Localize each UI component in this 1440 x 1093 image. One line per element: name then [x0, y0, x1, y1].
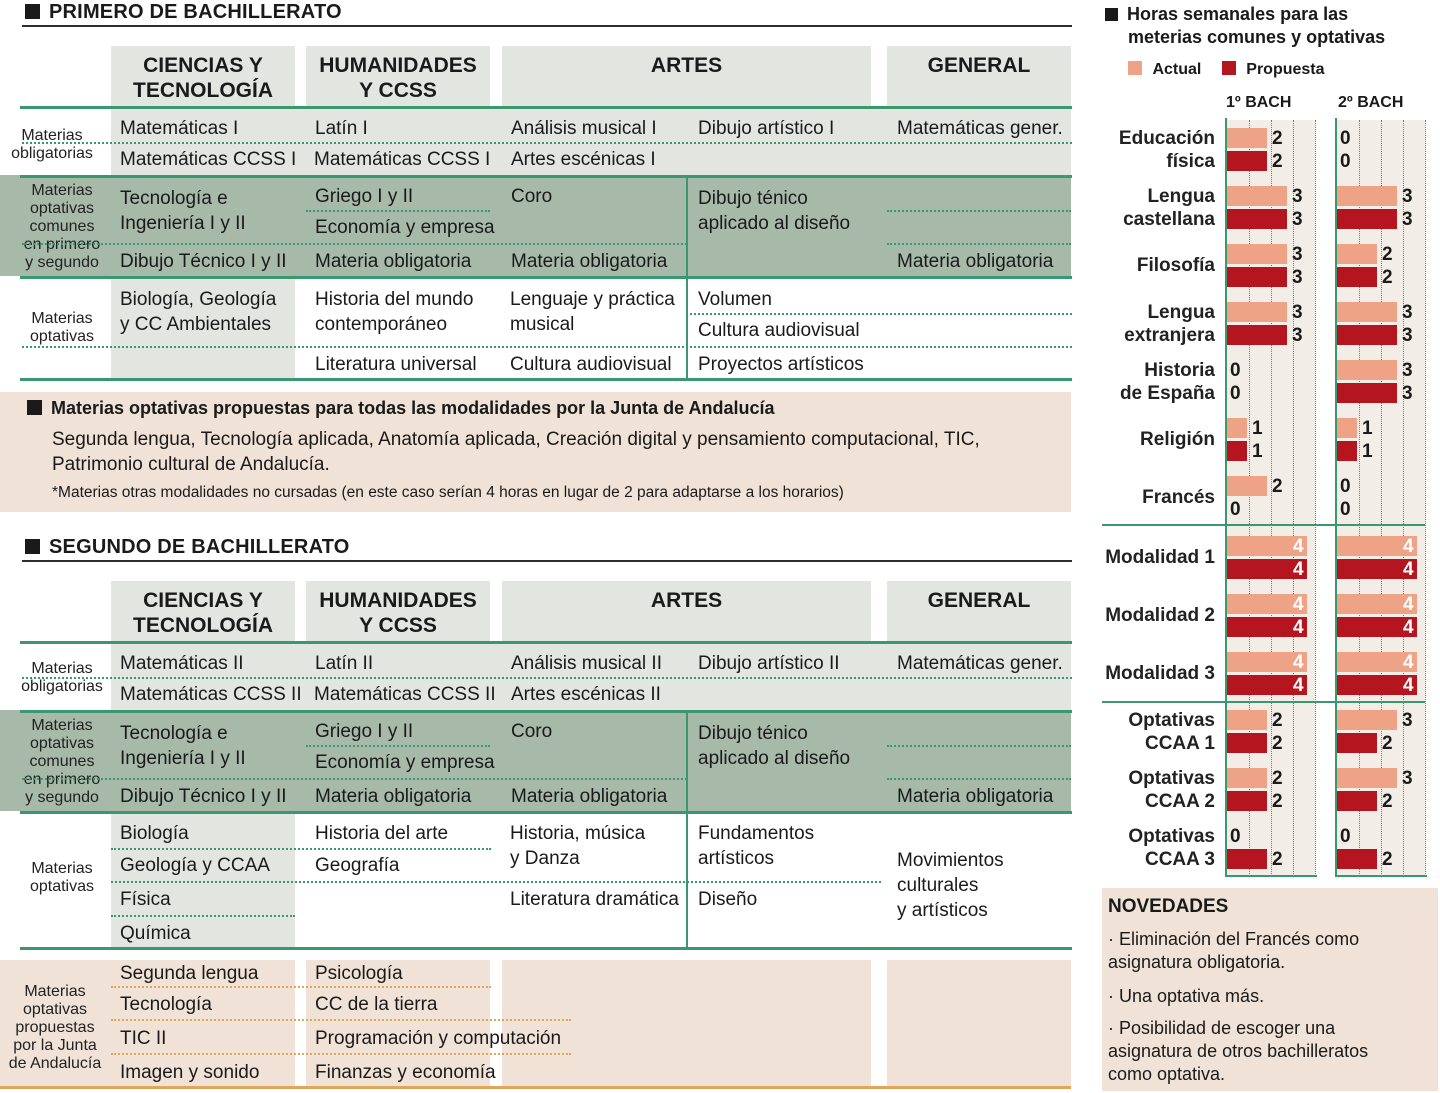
row-label: Lengua extranjera	[1124, 302, 1215, 346]
bar-value: 2	[1272, 128, 1283, 149]
bar-actual	[1337, 360, 1397, 380]
grid-line	[1381, 120, 1382, 876]
bar-actual	[1337, 302, 1397, 322]
row-label: Educación física	[1118, 128, 1215, 172]
bar-value: 0	[1340, 476, 1351, 497]
bar-propuesta	[1337, 267, 1377, 287]
bar-value: 3	[1292, 209, 1303, 230]
grid-line	[1359, 120, 1360, 876]
bar-value: 2	[1272, 733, 1283, 754]
bar-actual	[1227, 710, 1267, 730]
bar-value: 3	[1292, 302, 1303, 323]
bar-actual	[1337, 768, 1397, 788]
bar-propuesta	[1227, 267, 1287, 287]
row-label: Modalidad 1	[1105, 547, 1215, 568]
bar-actual	[1337, 710, 1397, 730]
bar-value: 2	[1382, 733, 1393, 754]
col-2bach: 2º BACH	[1338, 94, 1404, 111]
bar-value: 2	[1272, 476, 1283, 497]
bar-value: 2	[1382, 267, 1393, 288]
bar-value: 4	[1403, 652, 1414, 673]
bar-actual	[1337, 186, 1397, 206]
bar-actual	[1337, 418, 1357, 438]
legend-propuesta-swatch	[1222, 61, 1236, 75]
bar-propuesta	[1227, 151, 1267, 171]
bar-value: 3	[1402, 325, 1413, 346]
row-label: Historia de España	[1119, 360, 1215, 404]
bar-value: 3	[1402, 360, 1413, 381]
bar-value: 4	[1403, 675, 1414, 696]
row-label: Francés	[1142, 487, 1215, 508]
novedades-item-3: · Posibilidad de escoger una asignatura de otros bachilleratos como optativa.	[1108, 1018, 1369, 1084]
grid-line	[1403, 120, 1404, 876]
bar-value: 4	[1403, 559, 1414, 580]
bar-actual	[1227, 302, 1287, 322]
bar-value: 0	[1230, 383, 1241, 404]
bar-propuesta	[1337, 325, 1397, 345]
bar-value: 3	[1402, 302, 1413, 323]
header-artes: ARTES	[650, 54, 723, 77]
bar-value: 2	[1272, 710, 1283, 731]
bar-value: 3	[1402, 209, 1413, 230]
bar-value: 0	[1340, 826, 1351, 847]
label-obligatorias: Materias obligatorias	[11, 127, 93, 162]
row-label: Modalidad 2	[1105, 605, 1215, 626]
bar-value: 4	[1293, 617, 1304, 638]
label-comunes: Materias optativas comunes en primero y segundo	[23, 182, 101, 271]
bar-actual	[1227, 418, 1247, 438]
segundo-title: SEGUNDO DE BACHILLERATO	[25, 536, 350, 559]
bar-value: 1	[1362, 441, 1373, 462]
bar-value: 2	[1272, 791, 1283, 812]
bar-actual	[1227, 476, 1267, 496]
bar-value: 3	[1402, 768, 1413, 789]
bar-value: 0	[1230, 499, 1241, 520]
axis-base	[1225, 875, 1317, 877]
bar-value: 4	[1293, 675, 1304, 696]
novedades-item-2: · Una optativa más.	[1108, 986, 1265, 1006]
bar-value: 1	[1252, 418, 1263, 439]
bar-value: 4	[1403, 536, 1414, 557]
bar-actual	[1227, 128, 1267, 148]
bar-value: 3	[1402, 710, 1413, 731]
bar-propuesta	[1337, 383, 1397, 403]
row-label: Filosofía	[1136, 255, 1215, 276]
header-humanidades: HUMANIDADES Y CCSS	[319, 54, 477, 102]
bar-value: 4	[1403, 594, 1414, 615]
axis-line	[1225, 118, 1227, 876]
bar-value: 3	[1402, 383, 1413, 404]
bar-value: 3	[1292, 186, 1303, 207]
bar-value: 0	[1230, 826, 1241, 847]
axis-line	[1335, 118, 1337, 876]
bar-value: 2	[1382, 849, 1393, 870]
bar-value: 0	[1340, 128, 1351, 149]
bar-propuesta	[1227, 441, 1247, 461]
label-propuestas: Materias optativas propuestas por la Junta de Andalucía	[8, 983, 102, 1072]
row-label: Lengua castellana	[1123, 186, 1215, 230]
bar-value: 0	[1340, 151, 1351, 172]
bar-value: 1	[1252, 441, 1263, 462]
primero-title: PRIMERO DE BACHILLERATO	[25, 1, 342, 24]
row-label: Modalidad 3	[1105, 663, 1215, 684]
bar-propuesta	[1227, 325, 1287, 345]
bar-value: 4	[1293, 559, 1304, 580]
bar-value: 2	[1272, 768, 1283, 789]
novedades-title: NOVEDADES	[1108, 896, 1229, 917]
bar-propuesta	[1337, 849, 1377, 869]
junta-title: Materias optativas propuestas para todas las modalidades por la Junta de Andalucía	[27, 398, 775, 419]
bar-actual	[1227, 244, 1287, 264]
bar-value: 2	[1382, 244, 1393, 265]
grid-line	[1249, 120, 1250, 876]
bar-propuesta	[1227, 791, 1267, 811]
junta-text: Segunda lengua, Tecnología aplicada, Anatomía aplicada, Creación digital y pensamiento computacional, TIC, Patrimonio cultural de Andalucía.	[52, 429, 980, 475]
bar-value: 3	[1292, 267, 1303, 288]
grid-line	[1293, 120, 1294, 876]
grid-line	[1271, 120, 1272, 876]
horas-title: Horas semanales para las meterias comunes y optativas	[1105, 3, 1385, 49]
bar-propuesta	[1337, 441, 1357, 461]
bar-value: 3	[1402, 186, 1413, 207]
bar-propuesta	[1227, 209, 1287, 229]
bar-propuesta	[1227, 849, 1267, 869]
row-label: Optativas CCAA 2	[1128, 768, 1215, 812]
novedades-item-1: · Eliminación del Francés como asignatura obligatoria.	[1108, 929, 1360, 972]
bar-value: 4	[1403, 617, 1414, 638]
bar-propuesta	[1227, 733, 1267, 753]
legend: Actual Propuesta	[1128, 61, 1325, 79]
bar-value: 3	[1292, 244, 1303, 265]
bar-value: 0	[1230, 360, 1241, 381]
grid-line	[1425, 120, 1426, 876]
bar-propuesta	[1337, 733, 1377, 753]
junta-note: *Materias otras modalidades no cursadas (en este caso serían 4 horas en lugar de 2 para adaptarse a los horarios)	[52, 484, 844, 501]
bar-value: 4	[1293, 652, 1304, 673]
bar-actual	[1227, 768, 1267, 788]
bar-value: 2	[1272, 151, 1283, 172]
bar-value: 4	[1293, 536, 1304, 557]
bar-actual	[1227, 186, 1287, 206]
label-optativas: Materias optativas	[29, 310, 95, 345]
row-label: Optativas CCAA 3	[1128, 826, 1215, 870]
header-general: GENERAL	[927, 54, 1031, 77]
bar-value: 2	[1272, 849, 1283, 870]
row-label: Religión	[1140, 429, 1215, 450]
bar-propuesta	[1337, 791, 1377, 811]
bar-propuesta	[1337, 209, 1397, 229]
bar-value: 1	[1362, 418, 1373, 439]
bar-value: 3	[1292, 325, 1303, 346]
bar-actual	[1337, 244, 1377, 264]
legend-actual-swatch	[1128, 61, 1142, 75]
bar-value: 4	[1293, 594, 1304, 615]
bar-value: 2	[1382, 791, 1393, 812]
header-ciencias: CIENCIAS Y TECNOLOGÍA	[133, 54, 273, 102]
axis-base	[1335, 875, 1427, 877]
row-label: Optativas CCAA 1	[1128, 710, 1215, 754]
grid-line	[1315, 120, 1316, 876]
bar-value: 0	[1340, 499, 1351, 520]
col-1bach: 1º BACH	[1226, 94, 1292, 111]
